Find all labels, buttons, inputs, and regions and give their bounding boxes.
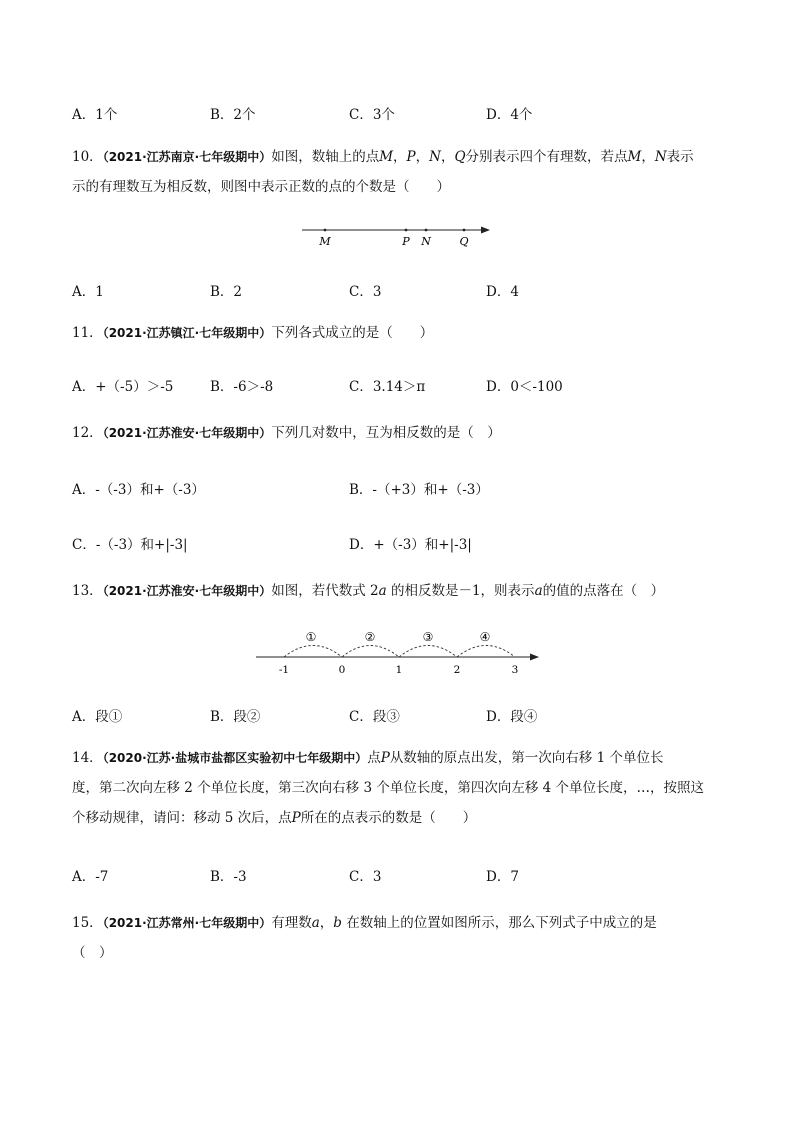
q11-option-d: D．0＜-100	[486, 379, 563, 395]
q12-option-a: A．-（-3）和+（-3）	[72, 482, 205, 498]
point-m	[324, 229, 327, 232]
label-q: Q	[459, 235, 469, 248]
question-text: 的相反数是－1，则表示	[386, 583, 535, 599]
q13-number-line-figure	[252, 628, 544, 678]
var-n: N	[654, 149, 667, 165]
arrow-head-icon	[530, 654, 539, 661]
q14-option-b: B．-3	[210, 869, 247, 885]
question-number: 10．	[72, 149, 103, 165]
question-number: 11．	[72, 325, 103, 341]
var-a: a	[534, 583, 543, 599]
question-12	[72, 418, 732, 448]
segment-arc-4	[457, 646, 515, 658]
tick-label: 0	[338, 664, 346, 676]
question-source: （2021·江苏南京·七年级期中）	[102, 150, 272, 164]
q11-option-b: B．-6＞-8	[210, 379, 274, 395]
question-number: 12．	[72, 425, 103, 441]
question-14	[72, 743, 732, 833]
question-text: 有理数	[271, 915, 312, 931]
var-q: Q	[454, 149, 466, 165]
arrow-head-icon	[481, 227, 490, 234]
question-14-line-1	[72, 743, 732, 773]
segment-label-3: ③	[422, 630, 434, 644]
q10-option-d: D．4	[486, 284, 519, 300]
q10-option-a: A．1	[72, 284, 104, 300]
segment-label-1: ①	[305, 630, 317, 644]
q13-option-c: C．段③	[349, 709, 400, 725]
var-m: M	[627, 149, 642, 165]
question-13-line-1	[72, 576, 732, 606]
q14-option-a: A．-7	[72, 869, 109, 885]
question-10	[72, 142, 732, 202]
question-source: （2021·江苏淮安·七年级期中）	[102, 584, 272, 598]
q9-option-b: B．2个	[210, 107, 256, 123]
question-10-line-2: 示的有理数互为相反数，则图中表示正数的点的个数是（ ）	[72, 179, 450, 195]
point-p	[405, 229, 408, 232]
question-source: （2021·江苏常州·七年级期中）	[102, 916, 272, 930]
question-14-line-3	[72, 803, 732, 833]
q14-option-d: D．7	[486, 869, 519, 885]
q10-option-b: B．2	[210, 284, 243, 300]
segment-arc-1	[284, 646, 342, 658]
point-q	[463, 229, 466, 232]
question-11	[72, 318, 732, 348]
q9-option-c: C．3个	[349, 107, 395, 123]
var-b: b	[333, 915, 342, 931]
var-m: M	[379, 149, 394, 165]
tick-label: -1	[278, 664, 290, 676]
tick-label: 2	[453, 664, 461, 676]
question-text: 如图，若代数式 2	[271, 583, 379, 599]
q13-option-a: A．段①	[72, 709, 123, 725]
q14-option-c: C．3	[349, 869, 382, 885]
segment-label-2: ②	[364, 630, 376, 644]
q10-option-c: C．3	[349, 284, 382, 300]
label-n: N	[421, 235, 431, 248]
question-number: 14．	[72, 750, 103, 766]
question-text: 在数轴上的位置如图所示，那么下列式子中成立的是	[341, 915, 657, 931]
question-source: （2020·江苏·盐城市盐都区实验初中七年级期中）	[102, 751, 368, 765]
question-text: 的值的点落在（ ）	[542, 583, 665, 599]
question-text: 点	[367, 750, 381, 766]
question-10-line-1: 10．（2021·江苏南京·七年级期中）如图，数轴上的点M，P，N，Q分别表示四个有理数，若点M，N表示	[72, 149, 694, 165]
question-source: （2021·江苏镇江·七年级期中）	[102, 326, 272, 340]
q10-number-line-figure	[298, 222, 498, 252]
question-text: 下列各式成立的是（ ）	[271, 325, 434, 341]
q11-option-c: C．3.14＞π	[349, 379, 426, 395]
var-p: P	[380, 750, 390, 766]
question-text: 分别表示四个有理数，若点	[465, 149, 628, 165]
segment-arc-3	[399, 646, 457, 658]
var-a: a	[311, 915, 320, 931]
var-a: a	[378, 583, 387, 599]
question-11-line-1	[72, 318, 732, 348]
q13-option-b: B．段②	[210, 709, 261, 725]
question-text: 个移动规律，请问：移动 5 次后，点	[72, 810, 292, 826]
question-text: 从数轴的原点出发，第一次向右移 1 个单位长	[389, 750, 664, 766]
segment-label-4: ④	[479, 630, 491, 644]
question-source: （2021·江苏淮安·七年级期中）	[102, 426, 272, 440]
question-15-line-1	[72, 908, 732, 938]
question-text: 表示	[666, 149, 694, 165]
question-12-line-1	[72, 418, 732, 448]
q11-option-a: A．+（-5）＞-5	[72, 379, 174, 395]
q12-option-d: D．+（-3）和+|-3|	[349, 537, 472, 553]
q13-option-d: D．段④	[486, 709, 538, 725]
question-15-line-2: （ ）	[72, 945, 113, 961]
q9-option-a: A．1个	[72, 107, 118, 123]
segment-arc-2	[342, 646, 399, 658]
q12-option-b: B．-（+3）和+（-3）	[349, 482, 489, 498]
question-text: ，	[319, 915, 334, 931]
q12-option-c: C．-（-3）和+|-3|	[72, 537, 188, 553]
q9-option-d: D．4个	[486, 107, 533, 123]
var-p: P	[406, 149, 416, 165]
question-15	[72, 908, 732, 968]
label-p: P	[402, 235, 410, 248]
question-number: 13．	[72, 583, 103, 599]
question-14-line-2: 度，第二次向左移 2 个单位长度，第三次向右移 3 个单位长度，第四次向左移 4 个单位长度，…，按照这	[72, 780, 705, 796]
label-m: M	[319, 235, 331, 248]
point-n	[425, 229, 428, 232]
tick-label: 1	[395, 664, 403, 676]
question-text: 所在的点表示的数是（ ）	[300, 810, 477, 826]
var-n: N	[429, 149, 441, 165]
var-p: P	[291, 810, 301, 826]
question-13	[72, 576, 732, 606]
question-text: 如图，数轴上的点	[271, 149, 380, 165]
question-number: 15．	[72, 915, 103, 931]
question-text: 下列几对数中，互为相反数的是（ ）	[271, 425, 501, 441]
tick-label: 3	[511, 664, 519, 676]
